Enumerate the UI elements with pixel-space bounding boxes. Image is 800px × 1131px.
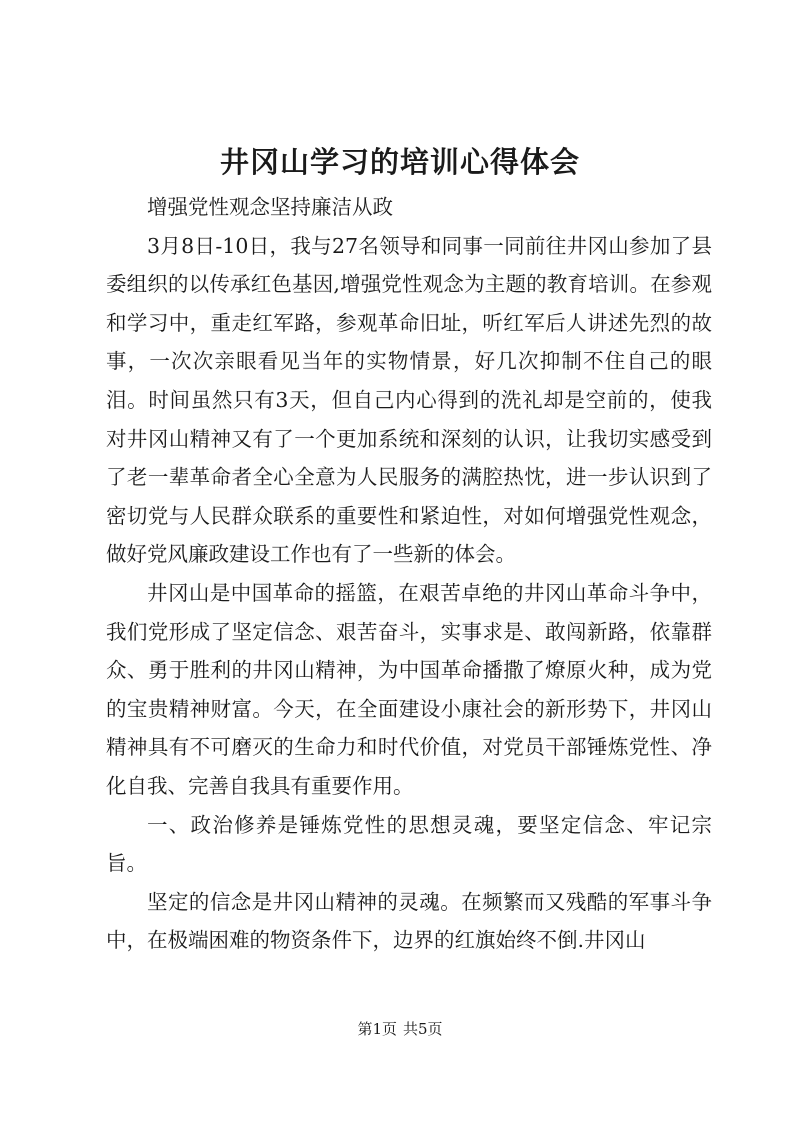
body-paragraph: 井冈山是中国革命的摇篮，在艰苦卓绝的井冈山革命斗争中，我们党形成了坚定信念、艰苦奋斗，实事求是、敢闯新路，依靠群众、勇于胜利的井冈山精神，为中国革命播撒了燎原火种，成为党的宝贵精神财富。今天，在全面建设小康社会的新形势下，井冈山精神具有不可磨灭的生命力和时代价值，对党员干部锤炼党性、净化自我、完善自我具有重要作用。 [106,580,712,798]
body-paragraph: 3月8日-10日，我与27名领导和同事一同前往井冈山参加了县委组织的以传承红色基因,增强党性观念为主题的教育培训。在参观和学习中，重走红军路，参观革命旧址，听红军后人讲述先烈的故事，一次次亲眼看见当年的实物情景，好几次抑制不住自己的眼泪。时间虽然只有3天，但自己内心得到的洗礼却是空前的，使我对井冈山精神又有了一个更加系统和深刻的认识，让我切实感受到了老一辈革命者全心全意为人民服务的满腔热忱，进一步认识到了密切党与人民群众联系的重要性和紧迫性，对如何增强党性观念，做好党风廉政建设工作也有了一些新的体会。 [106,233,712,567]
page-number: 第1页 [357,1020,397,1038]
body-paragraph: 坚定的信念是井冈山精神的灵魂。在频繁而又残酷的军事斗争中，在极端困难的物资条件下，边界的红旗始终不倒.井冈山 [106,889,712,953]
page-total: 共5页 [403,1020,443,1038]
section-heading-paragraph: 一、政治修养是锤炼党性的思想灵魂，要坚定信念、牢记宗旨。 [106,812,712,876]
document-title: 井冈山学习的培训心得体会 [219,145,580,179]
subtitle-paragraph: 增强党性观念坚持廉洁从政 [147,195,393,219]
page-footer [0,1019,800,1039]
document-body [106,188,712,960]
